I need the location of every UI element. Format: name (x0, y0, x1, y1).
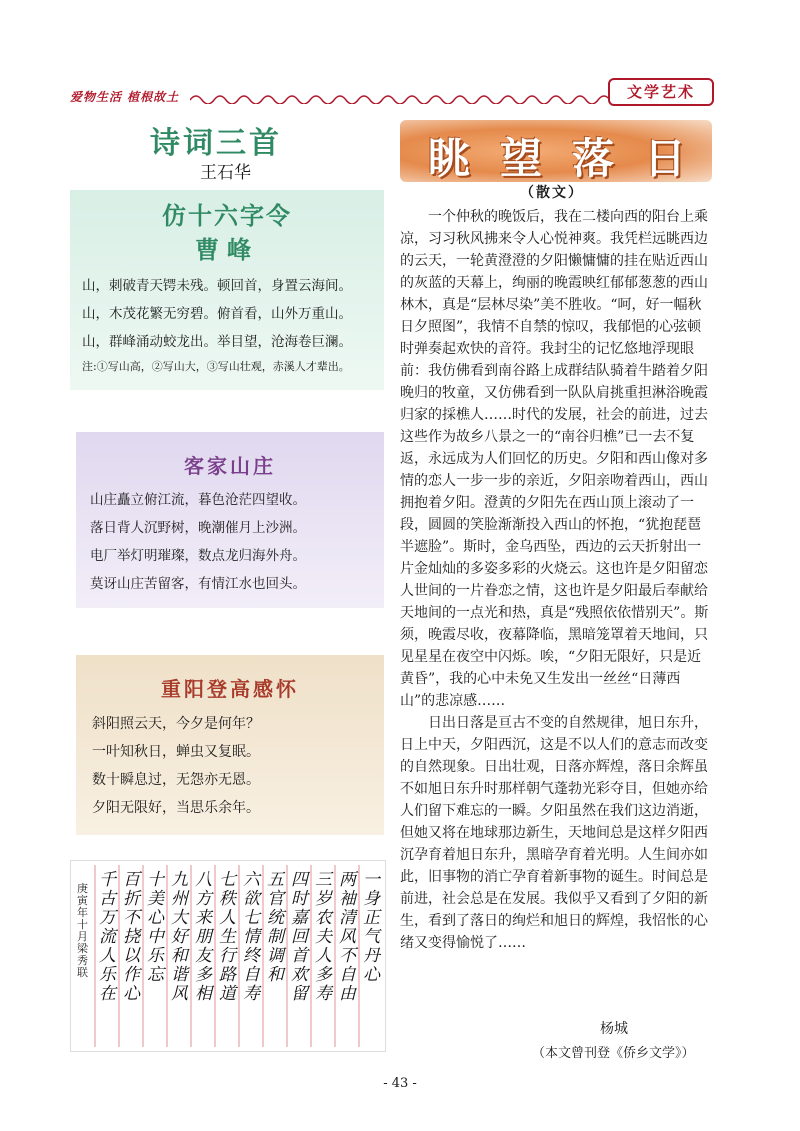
poem2-line: 电厂举灯明璀璨，数点龙归海外舟。 (90, 548, 306, 564)
calligraphy-column: 三岁农夫人多寿 (315, 870, 332, 1004)
essay-paragraph: 日出日落是亘古不变的自然规律，旭日东升，日上中天，夕阳西沉，这是不以人们的意志而改变的自然现象。日出壮观，日落亦辉煌，落日余辉虽不如旭日东升时那样朝气蓬勃光彩夺目，但她亦给人们留下难忘的一瞬。夕阳虽然在我们这边消逝，但她又将在地球那边新生，天地间总是这样夕阳西沉孕育着旭日东升，黑暗孕育着光明。人生间亦如此，旧事物的消亡孕育着新事物的诞生。时间总是前进，社会总是在发展。我似乎又看到了夕阳的新生，看到了落日的绚烂和旭日的辉煌，我怊怅的心绪又变得愉悦了…… (400, 715, 708, 951)
poem2-line: 落日背人沉野树，晚潮催月上沙洲。 (90, 520, 306, 536)
poem2-line: 山庄矗立俯江流，暮色沧茫四望收。 (90, 492, 306, 508)
poem1-note: 注:①写山高，②写山大，③写山壮观，赤溪人才辈出。 (82, 360, 350, 373)
essay-paragraph: 一个仲秋的晚饭后，我在二楼向西的阳台上乘凉，习习秋风拂来令人心悦神爽。我凭栏远眺西边的云天，一轮黄澄澄的夕阳懒慵慵的挂在贴近西山的灰蓝的天幕上，绚丽的晚霞映红郁郁葱葱的西山林木，真是“层林尽染”美不胜收。“呵，好一幅秋日夕照图”，我情不自禁的惊叹，我郁悒的心弦顿时弹奏起欢快的音符。我封尘的记忆悠地浮现眼前：我仿佛看到南谷路上成群结队骑着牛踏着夕阳晚归的牧童，又仿佛看到一队队肩挑重担淋浴晚霞归家的採樵人……时代的发展，社会的前进，过去这些作为故乡八景之一的“南谷归樵”已一去不复返，永远成为人们回忆的历史。夕阳和西山像对多情的恋人一步一步的亲近，夕阳亲吻着西山，西山拥抱着夕阳。澄黄的夕阳先在西山顶上滚动了一段，圆圆的笑脸渐渐投入西山的怀抱，“犹抱琵琶半遮脸”。斯时，金乌西坠，西边的云天折射出一片金灿灿的多姿多彩的火烧云。这也许是夕阳留恋人世间的一片眷恋之情，这也许是夕阳最后奉献给天地间的一点光和热，真是“残照依依惜别天”。斯须，晚霞尽收，夜幕降临，黑暗笼罩着天地间，只见星星在夜空中闪烁。唉，“夕阳无限好，只是近黄昏”，我的心中未免又生发出一丝丝“日薄西山”的悲凉感…… (400, 209, 709, 709)
calligraphy-column: 一身正气丹心 (363, 870, 380, 985)
calligraphy-column: 六欲七情终自寿 (243, 870, 260, 1004)
calligraphy-column: 四时嘉回首欢留 (291, 870, 308, 1004)
essay-publication-note: （本文曾刊登《侨乡文学》） (532, 1046, 695, 1061)
calligraphy-column: 八方来朋友多相 (195, 870, 212, 1004)
poem3-title: 重阳登高感怀 (161, 677, 299, 701)
poem2-line: 莫讶山庄苦留客，有情江水也回头。 (90, 576, 306, 592)
calligraphy-column: 九州大好和谐风 (171, 870, 188, 1004)
essay-title-char: 望 (500, 134, 543, 183)
poem3-line: 斜阳照云天，今夕是何年？ (92, 716, 260, 732)
poem1-subtitle: 曹峰 (195, 236, 259, 264)
poem2-box (76, 432, 384, 608)
poems-title: 诗词三首 (150, 126, 282, 161)
essay-body (400, 206, 714, 954)
calligraphy-column: 两袖清风不自由 (339, 870, 356, 1004)
section-badge: 文学艺术 (608, 78, 714, 106)
calligraphy-column: 五官统制调和 (267, 870, 284, 985)
calligraphy-column: 千古万流人乐在 (99, 870, 116, 1004)
poem1-line: 山，群峰涌动蛟龙出。举目望，沧海卷巨澜。 (82, 334, 352, 350)
calligraphy-column: 百折不挠以作心 (123, 870, 140, 1004)
essay-title-char: 日 (644, 134, 687, 183)
poem2-title: 客家山庄 (184, 454, 276, 478)
poem3-line: 一叶知秋日，蝉虫又复眠。 (92, 744, 260, 760)
calligraphy-column: 十美心中乐忘 (147, 870, 164, 985)
poem1-line: 山，木茂花繁无穷碧。俯首看，山外万重山。 (82, 306, 352, 322)
calligraphy-artwork (70, 860, 386, 1052)
poem1-title: 仿十六字令 (162, 202, 292, 230)
calligraphy-column: 七秩人生行路道 (219, 870, 236, 1004)
essay-title (400, 120, 712, 182)
poem1-line: 山，刺破青天锷未残。顿回首，身置云海间。 (82, 278, 352, 294)
poem1-box (70, 190, 384, 390)
essay-author: 杨城 (600, 1021, 628, 1037)
header-left-text: 爱物生活 植根故土 (70, 90, 180, 104)
essay-title-char: 眺 (428, 134, 471, 183)
calligraphy-signature: 庚寅年十月 梁秀联 (77, 882, 88, 979)
poem3-line: 数十瞬息过，无怨亦无恩。 (92, 772, 260, 788)
essay-title-char: 落 (572, 134, 615, 183)
poem3-line: 夕阳无限好，当思乐余年。 (92, 800, 260, 816)
poems-author: 王石华 (200, 163, 251, 183)
essay-subtitle: （散文） (520, 185, 584, 201)
page-number: - 43 - (383, 1076, 417, 1091)
poem3-box (76, 655, 384, 835)
